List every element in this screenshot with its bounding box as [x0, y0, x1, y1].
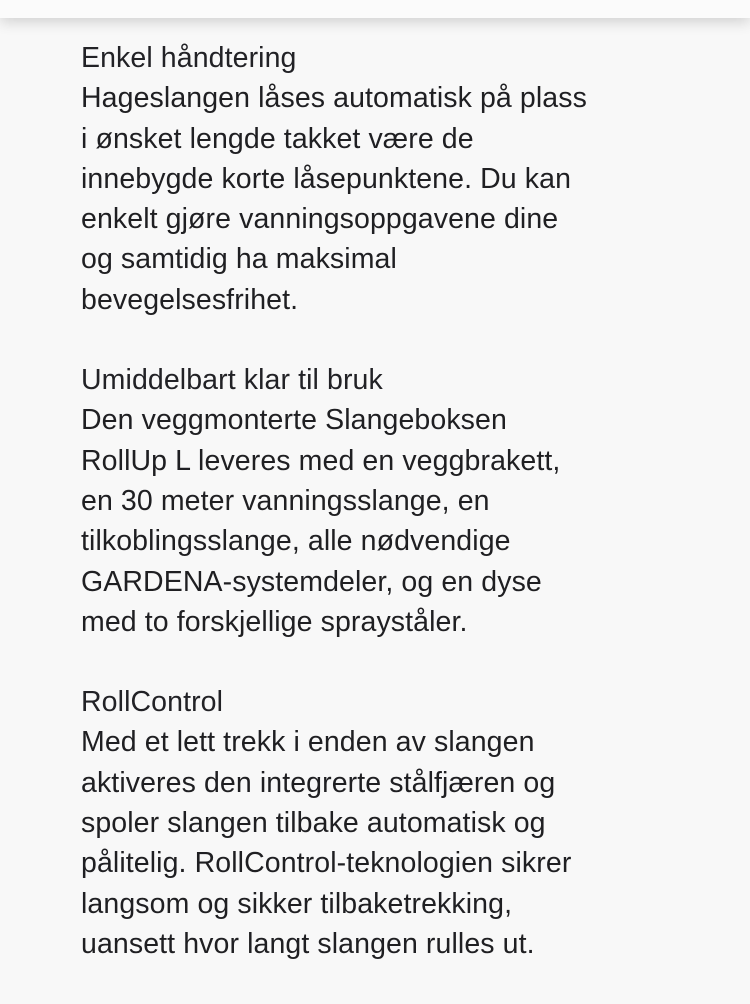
section-easy-handling [81, 38, 701, 320]
product-description [81, 38, 701, 1004]
text-line: Med et lett trekk i enden av slangen [81, 726, 535, 759]
section-ready-to-use [81, 360, 701, 642]
text-line: pålitelig. RollControl-teknologien sikrer [81, 847, 572, 880]
section-title: RollControl [81, 686, 224, 719]
text-line: aktiveres den integrerte stålfjæren og [81, 766, 556, 799]
text-line: bevegelsesfrihet. [81, 283, 299, 316]
text-line: innebygde korte låsepunktene. Du kan [81, 162, 572, 195]
text-line: en 30 meter vanningsslange, en [81, 484, 490, 517]
text-line: med to forskjellige sprayståler. [81, 605, 468, 638]
text-line: og samtidig ha maksimal [81, 243, 397, 276]
section-title: Umiddelbart klar til bruk [81, 364, 383, 397]
text-line: GARDENA-systemdeler, og en dyse [81, 565, 542, 598]
text-line: tilkoblingsslange, alle nødvendige [81, 525, 511, 558]
text-line: langsom og sikker tilbaketrekking, [81, 887, 513, 920]
text-line: spoler slangen tilbake automatisk og [81, 807, 546, 840]
text-line: Hageslangen låses automatisk på plass [81, 82, 587, 115]
text-line: enkelt gjøre vanningsoppgavene dine [81, 203, 559, 236]
text-line: RollUp L leveres med en veggbrakett, [81, 444, 561, 477]
section-rollcontrol [81, 682, 701, 964]
text-line: Den veggmonterte Slangeboksen [81, 404, 507, 437]
text-line: i ønsket lengde takket være de [81, 122, 474, 155]
section-title: Enkel håndtering [81, 42, 297, 74]
section-body [81, 78, 701, 320]
section-body [81, 722, 701, 964]
top-header-bar [0, 0, 750, 18]
section-body [81, 400, 701, 642]
text-line: uansett hvor langt slangen rulles ut. [81, 927, 535, 960]
